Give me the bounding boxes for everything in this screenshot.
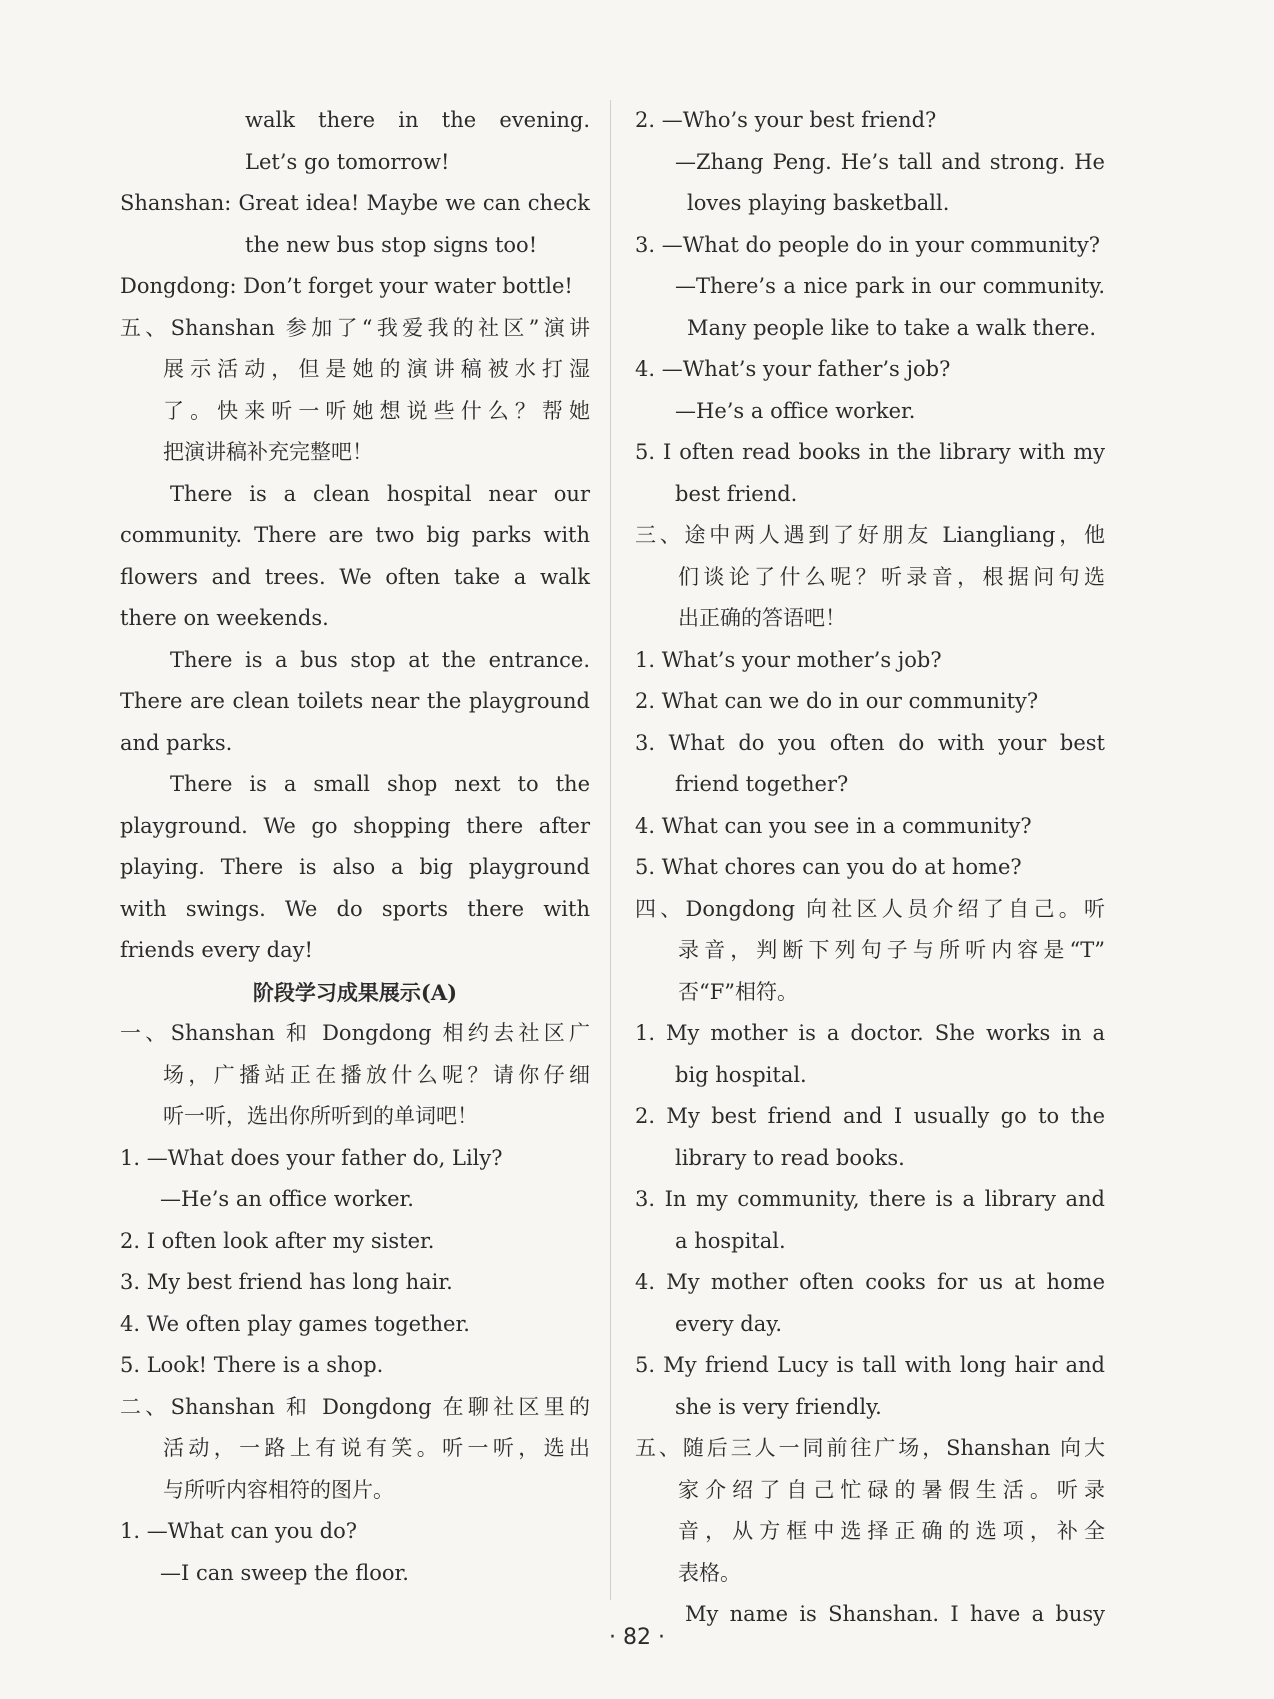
right-text-line: —He’s a office worker.: [675, 398, 916, 423]
right-text-line: 1. What’s your mother’s job?: [635, 647, 942, 672]
left-text-line: 了。快来听一听她想说些什么？帮她: [163, 398, 590, 423]
column-divider: [610, 100, 611, 1600]
right-text-line: 出正确的答语吧！: [678, 606, 846, 630]
right-text-line: 4. —What’s your father’s job?: [635, 357, 951, 381]
right-text-line: Many people like to take a walk there.: [687, 315, 1097, 340]
right-text-line: 们谈论了什么呢？听录音，根据问句选: [678, 564, 1105, 589]
left-text-line: There is a bus stop at the entrance.: [170, 647, 590, 672]
right-text-line: library to read books.: [675, 1145, 905, 1170]
left-text-line: 与所听内容相符的图片。: [163, 1477, 394, 1502]
right-text-line: 3. In my community, there is a library and: [635, 1187, 1105, 1211]
left-text-line: flowers and trees. We often take a walk: [120, 564, 590, 589]
right-text-line: 2. —Who’s your best friend?: [635, 108, 937, 132]
left-text-line: There is a clean hospital near our: [170, 481, 590, 506]
right-text-line: 3. —What do people do in your community?: [635, 232, 1100, 257]
left-text-line: 把演讲稿补充完整吧！: [163, 440, 373, 464]
right-text-line: 音，从方框中选择正确的选项，补全: [678, 1519, 1105, 1543]
left-text-line: There are clean toilets near the playground: [120, 689, 590, 713]
right-column: [635, 100, 1105, 1636]
right-text-line: —Zhang Peng. He’s tall and strong. He: [675, 149, 1105, 174]
left-text-line: —He’s an office worker.: [160, 1187, 414, 1211]
left-text-line: the new bus stop signs too!: [245, 232, 538, 257]
right-text-line: —There’s a nice park in our community.: [675, 274, 1105, 298]
left-text-line: 4. We often play games together.: [120, 1311, 470, 1336]
left-text-line: walk there in the evening.: [245, 108, 590, 132]
right-text-line: loves playing basketball.: [687, 191, 950, 215]
left-text-line: 展示活动，但是她的演讲稿被水打湿: [163, 357, 590, 381]
right-text-line: best friend.: [675, 481, 798, 506]
left-text-line: 5. Look! There is a shop.: [120, 1353, 384, 1377]
right-text-line: 5. My friend Lucy is tall with long hair and: [635, 1353, 1105, 1377]
right-text-line: 4. What can you see in a community?: [635, 813, 1032, 838]
left-text-line: There is a small shop next to the: [170, 772, 590, 796]
right-text-line: 表格。: [678, 1560, 741, 1585]
left-column: [120, 100, 590, 1594]
left-text-line: there on weekends.: [120, 606, 329, 630]
left-text-line: 听一听，选出你所听到的单词吧！: [163, 1104, 478, 1128]
left-text-line: with swings. We do sports there with: [120, 896, 590, 921]
left-text-line: playground. We go shopping there after: [120, 813, 590, 838]
left-text-line: 3. My best friend has long hair.: [120, 1270, 453, 1294]
right-text-line: she is very friendly.: [675, 1394, 882, 1419]
right-text-line: 2. What can we do in our community?: [635, 689, 1039, 713]
left-text-line: 一、Shanshan 和 Dongdong 相约去社区广: [120, 1021, 590, 1045]
right-text-line: every day.: [675, 1311, 783, 1336]
right-text-line: 2. My best friend and I usually go to the: [635, 1104, 1105, 1128]
right-text-line: 录音，判断下列句子与所听内容是“T”: [678, 938, 1105, 962]
left-text-line: 1. —What can you do?: [120, 1519, 357, 1543]
right-text-line: 5. I often read books in the library with my: [635, 440, 1105, 464]
left-text-line: 2. I often look after my sister.: [120, 1228, 435, 1253]
left-text-line: 二、Shanshan 和 Dongdong 在聊社区里的: [120, 1394, 590, 1419]
left-text-line: 活动，一路上有说有笑。听一听，选出: [163, 1436, 590, 1460]
left-text-line: Dongdong: Don’t forget your water bottle!: [120, 274, 573, 298]
left-text-line: community. There are two big parks with: [120, 523, 590, 547]
left-text-line: 1. —What does your father do, Lily?: [120, 1145, 503, 1170]
right-text-line: 三、途中两人遇到了好朋友 Liangliang，他: [635, 523, 1105, 547]
right-text-line: 否“F”相符。: [678, 979, 799, 1004]
right-text-line: friend together?: [675, 772, 849, 796]
right-text-line: 4. My mother often cooks for us at home: [635, 1270, 1105, 1294]
page-number: · 82 ·: [609, 1625, 665, 1650]
right-text-line: 1. My mother is a doctor. She works in a: [635, 1021, 1105, 1045]
right-text-line: My name is Shanshan. I have a busy: [685, 1602, 1105, 1626]
left-text-line: 阶段学习成果展示(A): [252, 979, 458, 1005]
right-text-line: 3. What do you often do with your best: [635, 730, 1105, 755]
right-text-line: 5. What chores can you do at home?: [635, 855, 1022, 879]
left-text-line: —I can sweep the floor.: [160, 1560, 409, 1585]
right-text-line: 五、随后三人一同前往广场，Shanshan 向大: [635, 1436, 1105, 1460]
left-text-line: 五、Shanshan 参加了“我爱我的社区”演讲: [120, 315, 590, 340]
left-text-line: Let’s go tomorrow!: [245, 149, 450, 174]
left-text-line: 场，广播站正在播放什么呢？请你仔细: [163, 1062, 590, 1087]
right-text-line: 家介绍了自己忙碌的暑假生活。听录: [678, 1477, 1105, 1502]
left-text-line: friends every day!: [120, 938, 313, 962]
left-text-line: and parks.: [120, 730, 233, 755]
right-text-line: big hospital.: [675, 1062, 807, 1087]
right-text-line: a hospital.: [675, 1228, 786, 1253]
left-text-line: playing. There is also a big playground: [120, 855, 590, 879]
left-text-line: Shanshan: Great idea! Maybe we can check: [120, 191, 590, 215]
right-text-line: 四、Dongdong 向社区人员介绍了自己。听: [635, 896, 1105, 921]
